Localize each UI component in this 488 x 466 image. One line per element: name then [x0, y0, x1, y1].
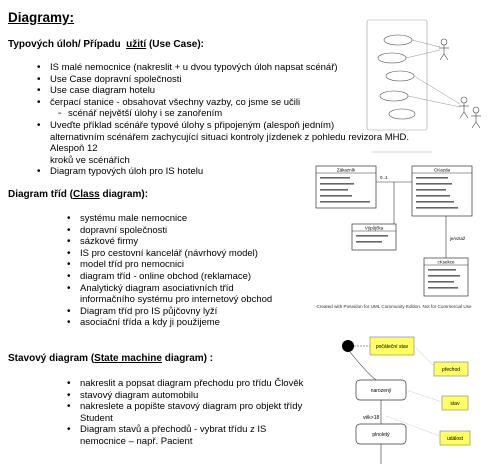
list-item: - scénář největší úlohy i se zanořením [68, 108, 430, 120]
list-item: • dopravní společnosti [80, 225, 305, 237]
list-item: • Uveďte příklad scénáře typové úlohy s připojeným (alespoň jedním) [50, 120, 430, 132]
note-label: přechod [441, 367, 461, 373]
state-list [80, 378, 345, 448]
guard-label: věk>18 [363, 415, 380, 421]
list-item: nemocnice – např. Pacient [80, 435, 193, 447]
list-item: • Diagram stavů a přechodů - vybrat třídu z IS [80, 424, 345, 436]
heading-part: užití [126, 39, 147, 50]
list-item: • systému male nemocnice [80, 213, 305, 225]
heading-part: Diagram tříd ( [8, 189, 74, 200]
note-label: počáteční stav [375, 344, 409, 350]
diagram-caption: Created with Poseidon for UML Community Edition. Not for Commercial Use [316, 304, 472, 309]
heading-part: Typových úloh/ Případu [8, 39, 121, 50]
list-item: • Analytický diagram asociativních tříd [80, 283, 305, 295]
list-item: • model tříd pro nemocnici [80, 259, 305, 271]
association-label: je/vztaž [450, 236, 466, 241]
list-item: • čerpací stanice - obsahovat všechny vazby, co jsme se učili [50, 97, 430, 109]
list-item: • Diagram tříd pro IS půjčovny lyží [80, 306, 305, 318]
list-item: • IS malé nemocnice (nakreslit + u dvou typových úloh napsat scénář) [50, 62, 430, 74]
note-label: událost [446, 436, 464, 442]
section-heading-class [8, 189, 148, 200]
note-label: stav [450, 401, 460, 407]
list-item: informačního systému pro internetový obchod [80, 294, 273, 306]
list-item: • Diagram typových úloh pro IS hotelu [50, 166, 430, 178]
heading-part: diagram) : [164, 353, 214, 364]
list-item: Student [80, 412, 113, 424]
list-item: • asociační třída a kdy ji použijeme [80, 317, 305, 329]
class-name: CKazda [433, 167, 451, 173]
heading-part: Class [73, 189, 100, 200]
use-case-diagram-thumbnail [362, 12, 484, 160]
heading-part: State machine [94, 353, 162, 364]
list-item: • diagram tříd - online obchod (reklamace) [80, 271, 305, 283]
initial-state-icon [342, 340, 354, 352]
list-item: • sázkové firmy [80, 236, 305, 248]
state-label: narozený [370, 388, 392, 394]
state-diagram [336, 328, 484, 464]
class-name: cKsekce [437, 259, 455, 265]
class-diagram [314, 162, 474, 312]
list-item: alternativním scénářem zachycující situaci kontroly jízdenek z pohledu revizora MHD. Alespoň 12 [50, 131, 410, 155]
heading-part: Stavový diagram ( [8, 353, 95, 364]
state-label: plnoletý [372, 432, 390, 438]
list-item: • Use Case dopravní společnosti [50, 74, 430, 86]
heading-part: diagram): [102, 189, 149, 200]
list-item: • nakreslete a popište stavový diagram pro objekt třídy [80, 401, 345, 413]
class-list [80, 213, 305, 329]
multiplicity-label: 0..1 [380, 175, 388, 180]
section-heading-use-case [8, 39, 204, 50]
class-name: Výpůjčka [364, 225, 384, 231]
list-item: • nakreslit a popsat diagram přechodu pro třídu Člověk [80, 378, 345, 390]
list-item: • stavový diagram automobilu [80, 390, 345, 402]
class-name: Zákazník [336, 167, 356, 173]
list-item: • Use case diagram hotelu [50, 85, 430, 97]
list-item: • IS pro cestovní kancelář (návrhový model) [80, 248, 305, 260]
heading-part: (Use Case): [148, 39, 204, 50]
list-item: kroků ve scénářích [50, 154, 130, 166]
section-heading-state [8, 353, 213, 364]
page-title: Diagramy: [8, 10, 75, 25]
